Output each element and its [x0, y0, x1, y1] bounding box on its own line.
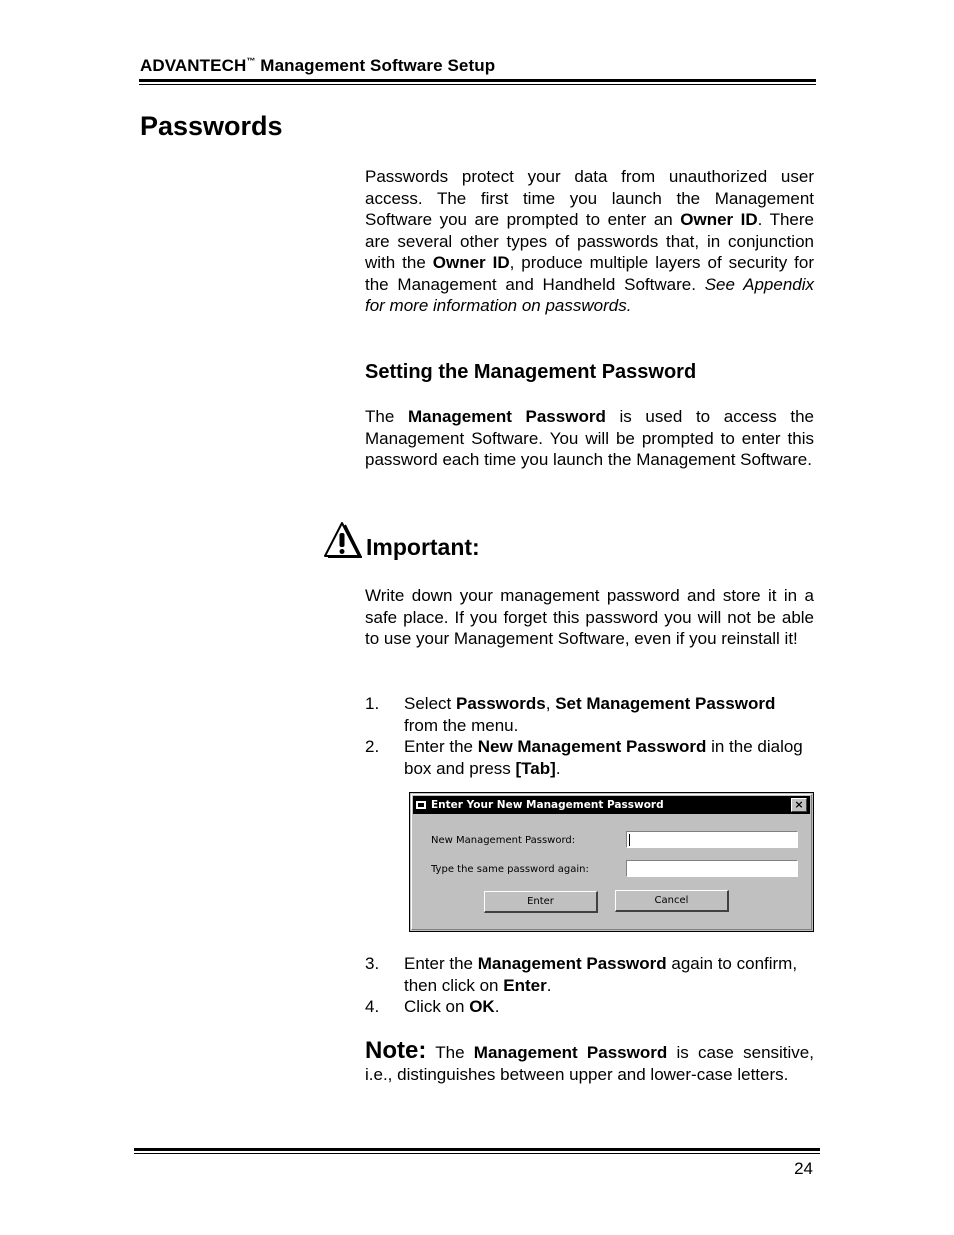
section-text: The: [365, 407, 408, 426]
list-item: [365, 693, 814, 736]
step-text: from the menu.: [404, 715, 519, 735]
step-bold: Set Management Password: [555, 694, 776, 713]
step-text: Enter the: [404, 737, 478, 756]
step-bold: [Tab]: [515, 758, 556, 778]
window-icon: [416, 801, 426, 809]
intro-text: . There are several other types of passwords that, in conjunction with the: [365, 210, 814, 272]
dialog-title: Enter Your New Management Password: [431, 799, 664, 811]
new-password-input[interactable]: [626, 831, 798, 848]
important-heading: Important:: [366, 534, 480, 560]
intro-text: Passwords protect your data from unauthorized user access. The first time you launch the Management Software you are prompted to enter an: [365, 167, 814, 229]
list-item: [365, 996, 814, 1018]
steps-list-a: [365, 693, 814, 779]
intro-italic: See Appendix for more information on passwords.: [365, 274, 815, 315]
step-number: 2.: [365, 737, 380, 756]
note-label: Note:: [365, 1037, 427, 1064]
important-paragraph: Write down your management password and store it in a safe place. If you forget this password you will not be able to use your Management Software, even if you reinstall it!: [365, 586, 814, 648]
note-text: is case sensitive, i.e., distinguishes between upper and lower-case letters.: [365, 1043, 814, 1084]
trademark-symbol: ™: [246, 56, 256, 66]
step-bold: New Management Password: [477, 737, 707, 756]
step-text: ,: [545, 694, 556, 713]
intro-text: , produce multiple layers of security for the Management and Handheld Software.: [365, 253, 814, 294]
step-text: Select: [404, 694, 456, 713]
section-heading: Setting the Management Password: [365, 361, 697, 383]
step-text: .: [555, 758, 561, 778]
page-title: Passwords: [140, 111, 283, 141]
step-text: again to confirm, then click on: [404, 954, 798, 995]
header-rule-thick: [139, 79, 816, 82]
step-text: in the dialog box and press: [404, 737, 803, 778]
section-bold: Management Password: [407, 407, 606, 426]
step-number: 1.: [365, 694, 380, 713]
header-title: Management Software Setup: [255, 56, 496, 75]
footer-rule-thin: [134, 1153, 820, 1154]
steps-list-b: [365, 953, 814, 1018]
step-text: Enter the: [404, 954, 478, 973]
password-dialog: [409, 792, 814, 932]
enter-button[interactable]: Enter: [484, 891, 598, 913]
list-item: [365, 736, 814, 779]
step-text: .: [494, 997, 500, 1016]
step-bold: Passwords: [455, 694, 546, 713]
new-password-label: New Management Password:: [431, 835, 576, 846]
list-item: [365, 953, 814, 996]
note-paragraph: [365, 1037, 814, 1086]
dialog-titlebar[interactable]: [413, 796, 810, 814]
step-bold: Management Password: [477, 954, 667, 973]
step-number: 4.: [365, 997, 380, 1016]
note-text: The: [426, 1043, 474, 1062]
intro-paragraph: [365, 166, 814, 317]
section-paragraph: [365, 406, 814, 471]
confirm-password-label: Type the same password again:: [431, 864, 589, 875]
note-bold: Management Password: [473, 1043, 668, 1062]
header-rule-thin: [139, 84, 816, 85]
step-bold: Enter: [503, 975, 547, 995]
header-brand: ADVANTECH: [140, 56, 247, 75]
footer-rule-thick: [134, 1148, 820, 1151]
warning-icon: [322, 520, 362, 560]
text-caret: [629, 834, 630, 846]
intro-bold: Owner ID: [432, 253, 510, 272]
step-number: 3.: [365, 954, 380, 973]
step-text: Click on: [404, 997, 470, 1016]
page-number: 24: [794, 1159, 813, 1178]
close-button[interactable]: ×: [791, 798, 807, 812]
intro-bold: Owner ID: [680, 210, 758, 229]
step-text: .: [546, 975, 552, 995]
running-header: [140, 56, 495, 76]
section-text: is used to access the Management Software. You will be prompted to enter this password each time you launch the Management Software.: [365, 407, 814, 469]
cancel-button[interactable]: Cancel: [615, 890, 729, 912]
step-bold: OK: [469, 997, 495, 1016]
confirm-password-input[interactable]: [626, 860, 798, 877]
